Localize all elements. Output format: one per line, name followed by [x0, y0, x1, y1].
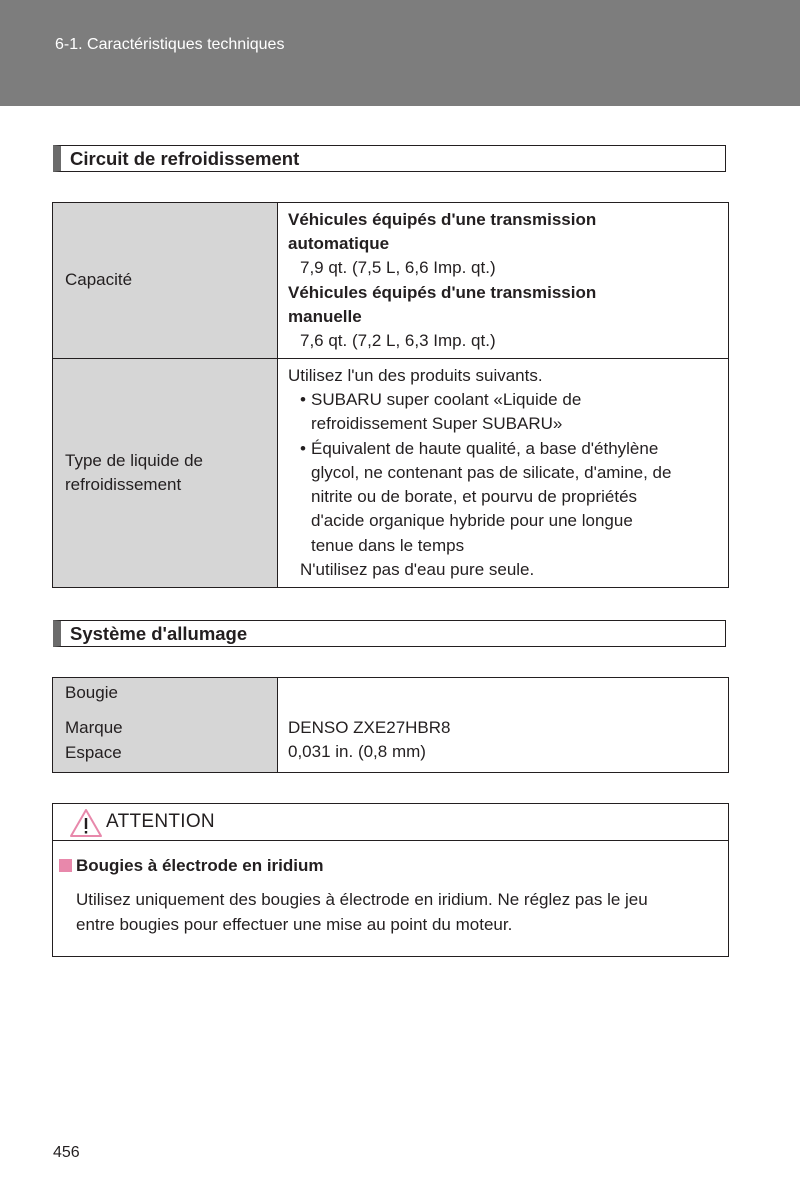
capacity-value-cell: [278, 203, 729, 359]
manual-title-line-1: Véhicules équipés d'une transmission: [288, 282, 597, 302]
bullet2-line: Équivalent de haute qualité, a base d'éthylène: [311, 438, 659, 458]
bullet-mark: •: [300, 389, 306, 409]
gap-label: Espace: [65, 742, 122, 762]
table-row: [53, 203, 729, 359]
cooling-spec-table: [52, 202, 729, 588]
brand-value: DENSO ZXE27HBR8: [288, 718, 451, 737]
caution-text-line-1: Utilisez uniquement des bougies à électrode en iridium. Ne réglez pas le jeu: [76, 890, 648, 909]
section-title-cooling: Circuit de refroidissement: [70, 148, 300, 169]
capacity-label: Capacité: [53, 203, 278, 359]
table-row: [53, 678, 729, 773]
coolant-label-line-1: Type de liquide de: [65, 450, 203, 470]
auto-capacity-value: 7,9 qt. (7,5 L, 6,6 Imp. qt.): [300, 258, 496, 278]
coolant-label-line-2: refroidissement: [65, 475, 182, 494]
caution-heading: ATTENTION: [106, 811, 215, 832]
bullet2-line: glycol, ne contenant pas de silicate, d'amine, de: [311, 462, 672, 482]
bullet-mark: •: [300, 438, 306, 458]
spark-plug-label: Bougie: [65, 683, 118, 702]
gap-value: 0,031 in. (0,8 mm): [288, 742, 426, 762]
manual-transmission-title: [288, 281, 718, 330]
list-item: [288, 388, 718, 437]
spark-plug-value-cell: [278, 678, 729, 773]
coolant-intro: Utilisez l'un des produits suivants.: [288, 365, 543, 385]
no-pure-water-note: N'utilisez pas d'eau pure seule.: [300, 560, 535, 580]
bullet1-line: SUBARU super coolant «Liquide de: [311, 389, 582, 409]
brand-label: Marque: [65, 718, 123, 738]
section-title-ignition: Système d'allumage: [70, 623, 248, 644]
caution-header: [53, 804, 728, 841]
manual-title-line-2: manuelle: [288, 306, 362, 326]
bullet2-line: d'acide organique hybride pour une longue: [311, 511, 633, 531]
page-number: 456: [53, 1144, 80, 1161]
bullet1-line: refroidissement Super SUBARU»: [311, 414, 563, 434]
coolant-type-value-cell: [278, 359, 729, 588]
caution-box: [52, 803, 729, 957]
list-item: [288, 437, 718, 558]
coolant-type-label: [53, 359, 278, 588]
page-header-band: [0, 0, 800, 106]
ignition-spec-table: [52, 677, 729, 773]
manual-capacity-value: 7,6 qt. (7,2 L, 6,3 Imp. qt.): [300, 331, 496, 351]
auto-transmission-title: [288, 208, 718, 257]
spark-plug-label-cell: [53, 678, 278, 773]
section-heading-cooling: [53, 145, 726, 172]
breadcrumb: 6-1. Caractéristiques techniques: [55, 36, 285, 53]
warning-triangle-icon: [69, 808, 103, 838]
table-row: [53, 359, 729, 588]
caution-subtitle: Bougies à électrode en iridium: [76, 856, 324, 875]
auto-title-line-2: automatique: [288, 233, 390, 253]
bullet2-line: nitrite ou de borate, et pourvu de propriétés: [311, 487, 638, 507]
bullet2-line: tenue dans le temps: [311, 535, 465, 555]
auto-title-line-1: Véhicules équipés d'une transmission: [288, 209, 597, 229]
caution-text: [76, 888, 726, 937]
section-heading-ignition: [53, 620, 726, 647]
pink-square-bullet-icon: [59, 859, 72, 872]
caution-text-line-2: entre bougies pour effectuer une mise au point du moteur.: [76, 914, 513, 934]
